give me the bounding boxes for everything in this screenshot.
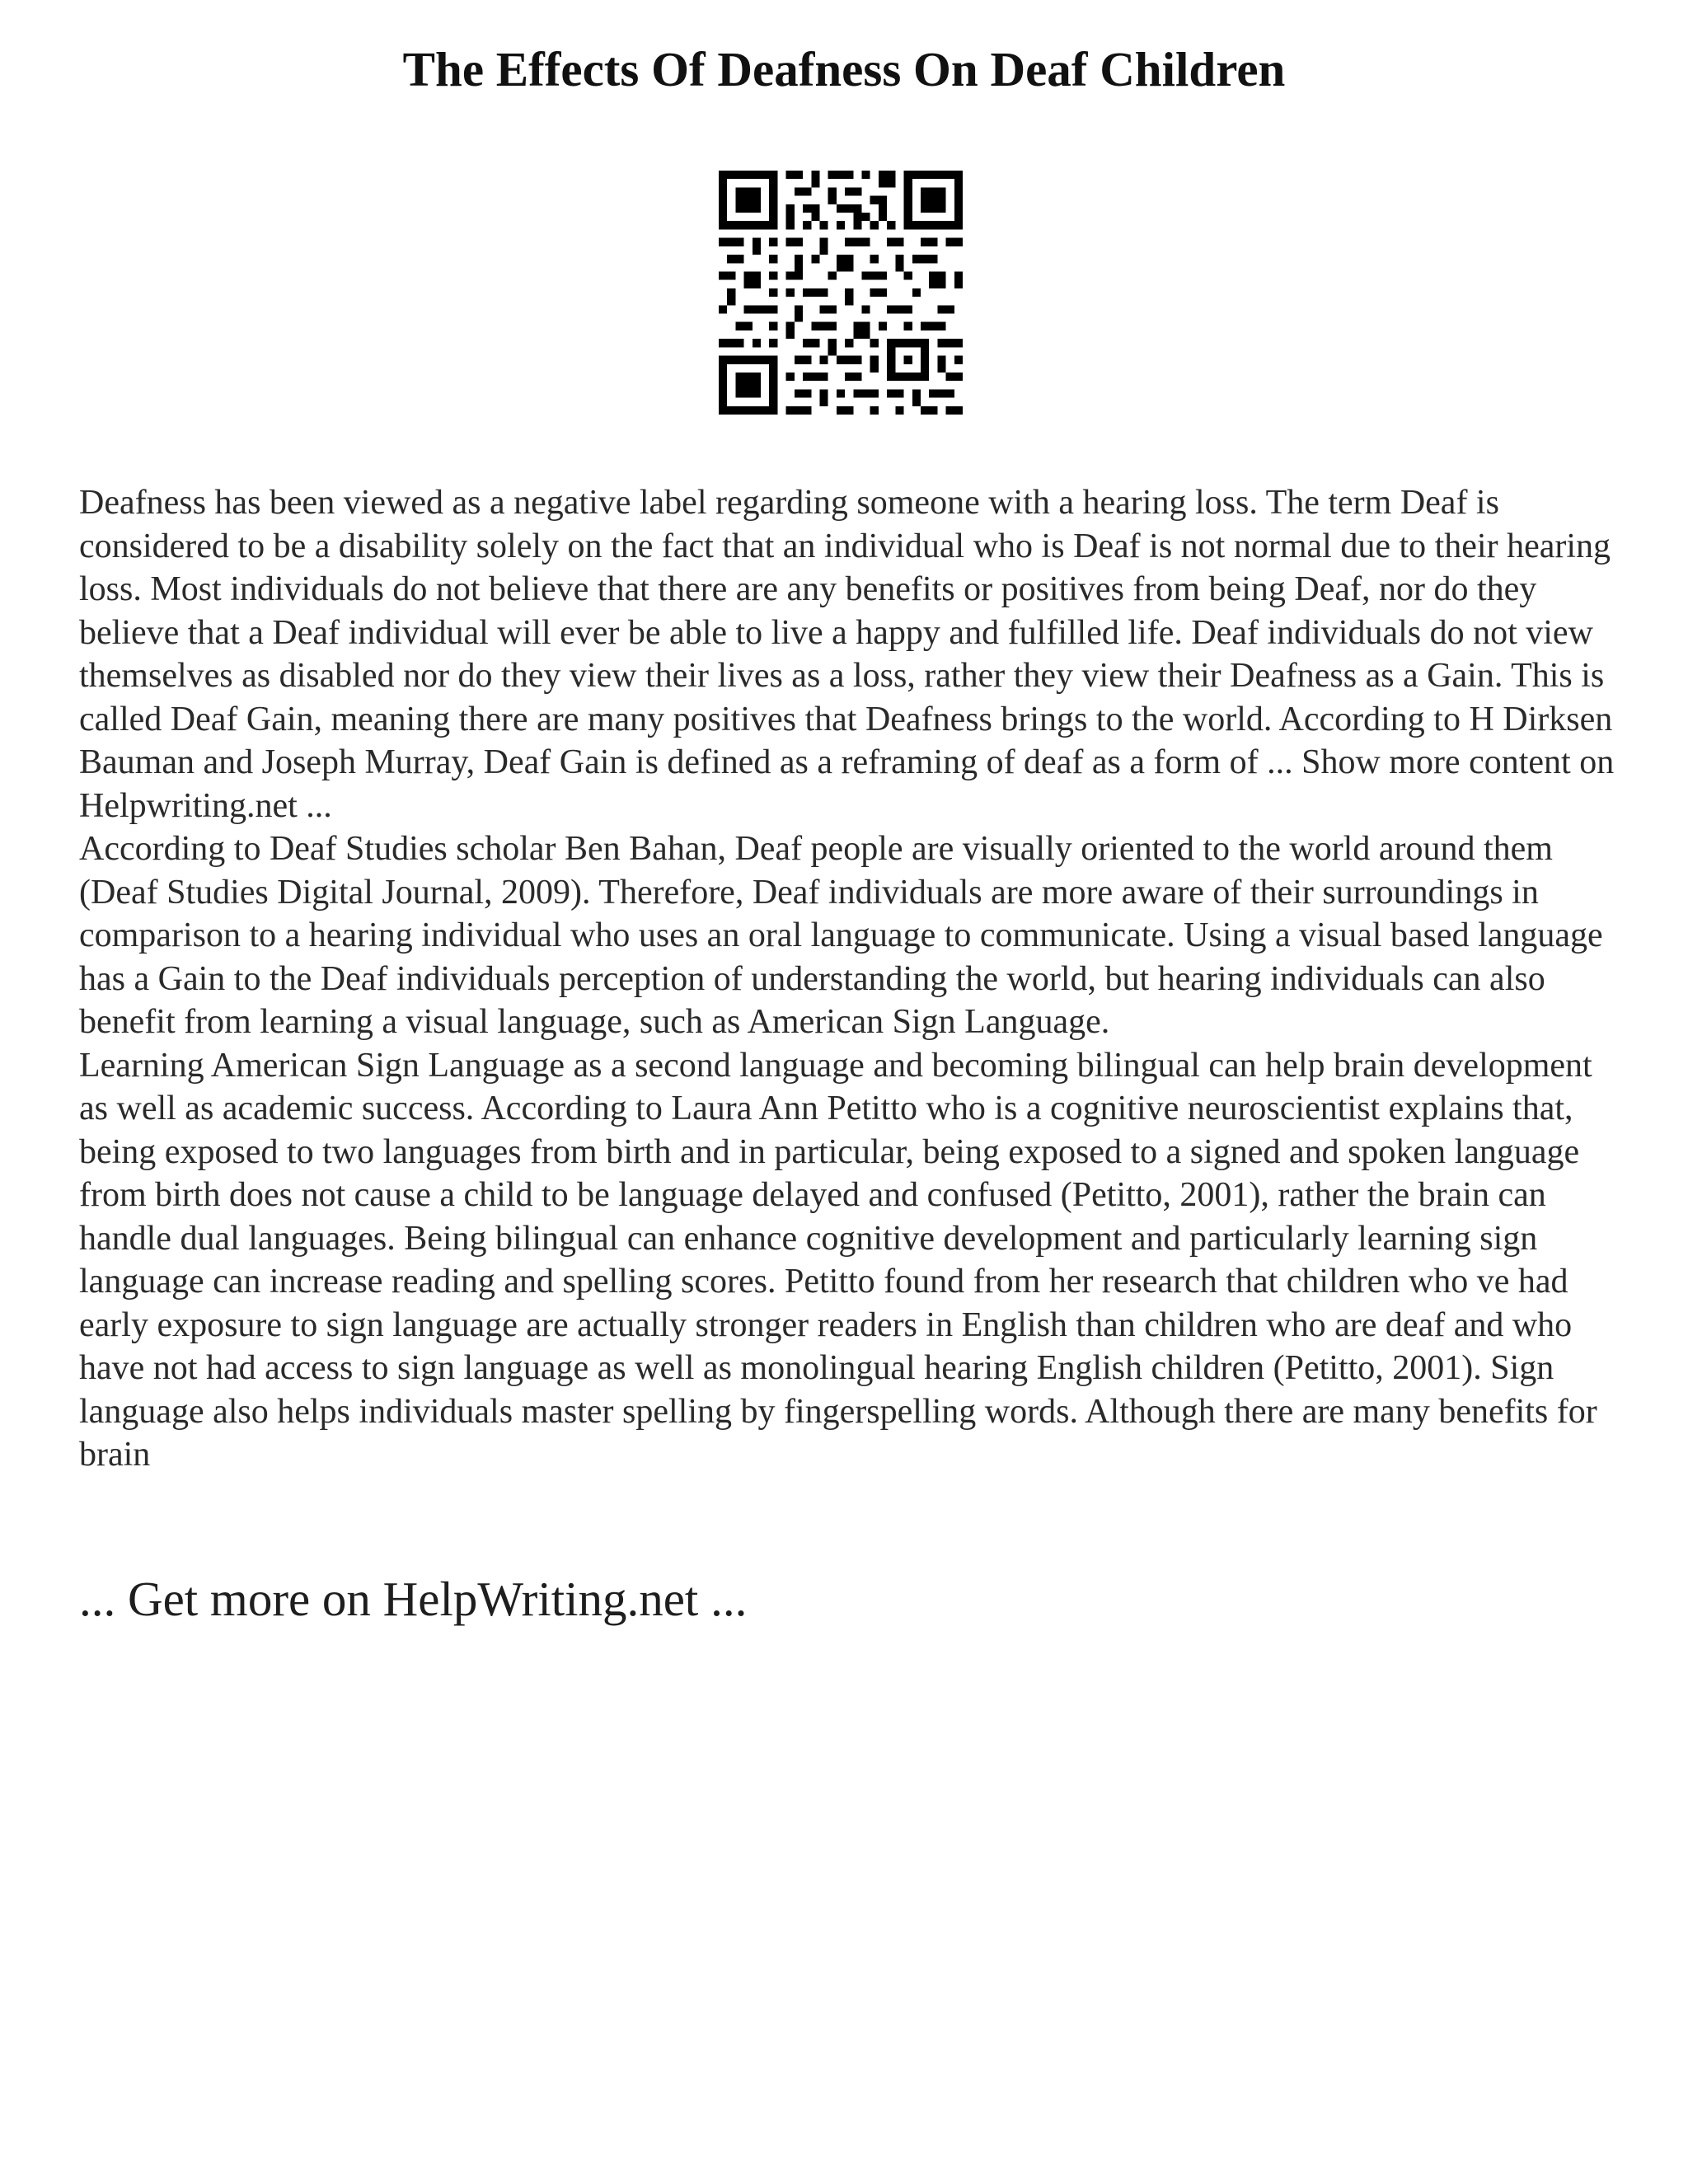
page-title: The Effects Of Deafness On Deaf Children (402, 42, 1286, 96)
paragraph: Learning American Sign Language as a second language and becoming bilingual can help brain development as well as academic success. According to Laura Ann Petitto who is a cognitive neuroscientist explains that, being exposed to two languages from birth and in particular, being exposed to a signed and spoken language from birth does not cause a child to be language delayed and confused (Petitto, 2001), rather the brain can handle dual languages. Being bilingual can enhance cognitive development and particularly learning sign language can increase reading and spelling scores. Petitto found from her research that children who ve had early exposure to sign language are actually stronger readers in English than children who are deaf and who have not had access to sign language as well as monolingual hearing English children (Petitto, 2001). Sign language also helps individuals master spelling by fingerspelling words. Although there are many benefits for brain (79, 1046, 1597, 1474)
paragraph: According to Deaf Studies scholar Ben Bahan, Deaf people are visually oriented to the world around them (Deaf Studies Digital Journal, 2009). Therefore, Deaf individuals are more aware of their surroundings in comparison to a hearing individual who uses an oral language to communicate. Using a visual based language has a Gain to the Deaf individuals perception of understanding the world, but hearing individuals can also benefit from learning a visual language, such as American Sign Language. (79, 830, 1603, 1041)
article-body (79, 481, 1629, 1477)
qr-code-graphic (719, 171, 963, 415)
qr-code-icon (719, 171, 963, 415)
paragraph: Deafness has been viewed as a negative label regarding someone with a hearing loss. The term Deaf is considered to be a disability solely on the fact that an individual who is Deaf is not normal due to their hearing loss. Most individuals do not believe that there are any benefits or positives from being Deaf, nor do they believe that a Deaf individual will ever be able to live a happy and fulfilled life. Deaf individuals do not view themselves as disabled nor do they view their lives as a loss, rather they view their Deafness as a Gain. This is called Deaf Gain, meaning there are many positives that Deafness brings to the world. According to H Dirksen Bauman and Joseph Murray, Deaf Gain is defined as a reframing of deaf as a form of ... Show more content on Helpwriting.net ... (79, 484, 1615, 825)
get-more-link[interactable]: ... Get more on HelpWriting.net ... (79, 1572, 748, 1626)
